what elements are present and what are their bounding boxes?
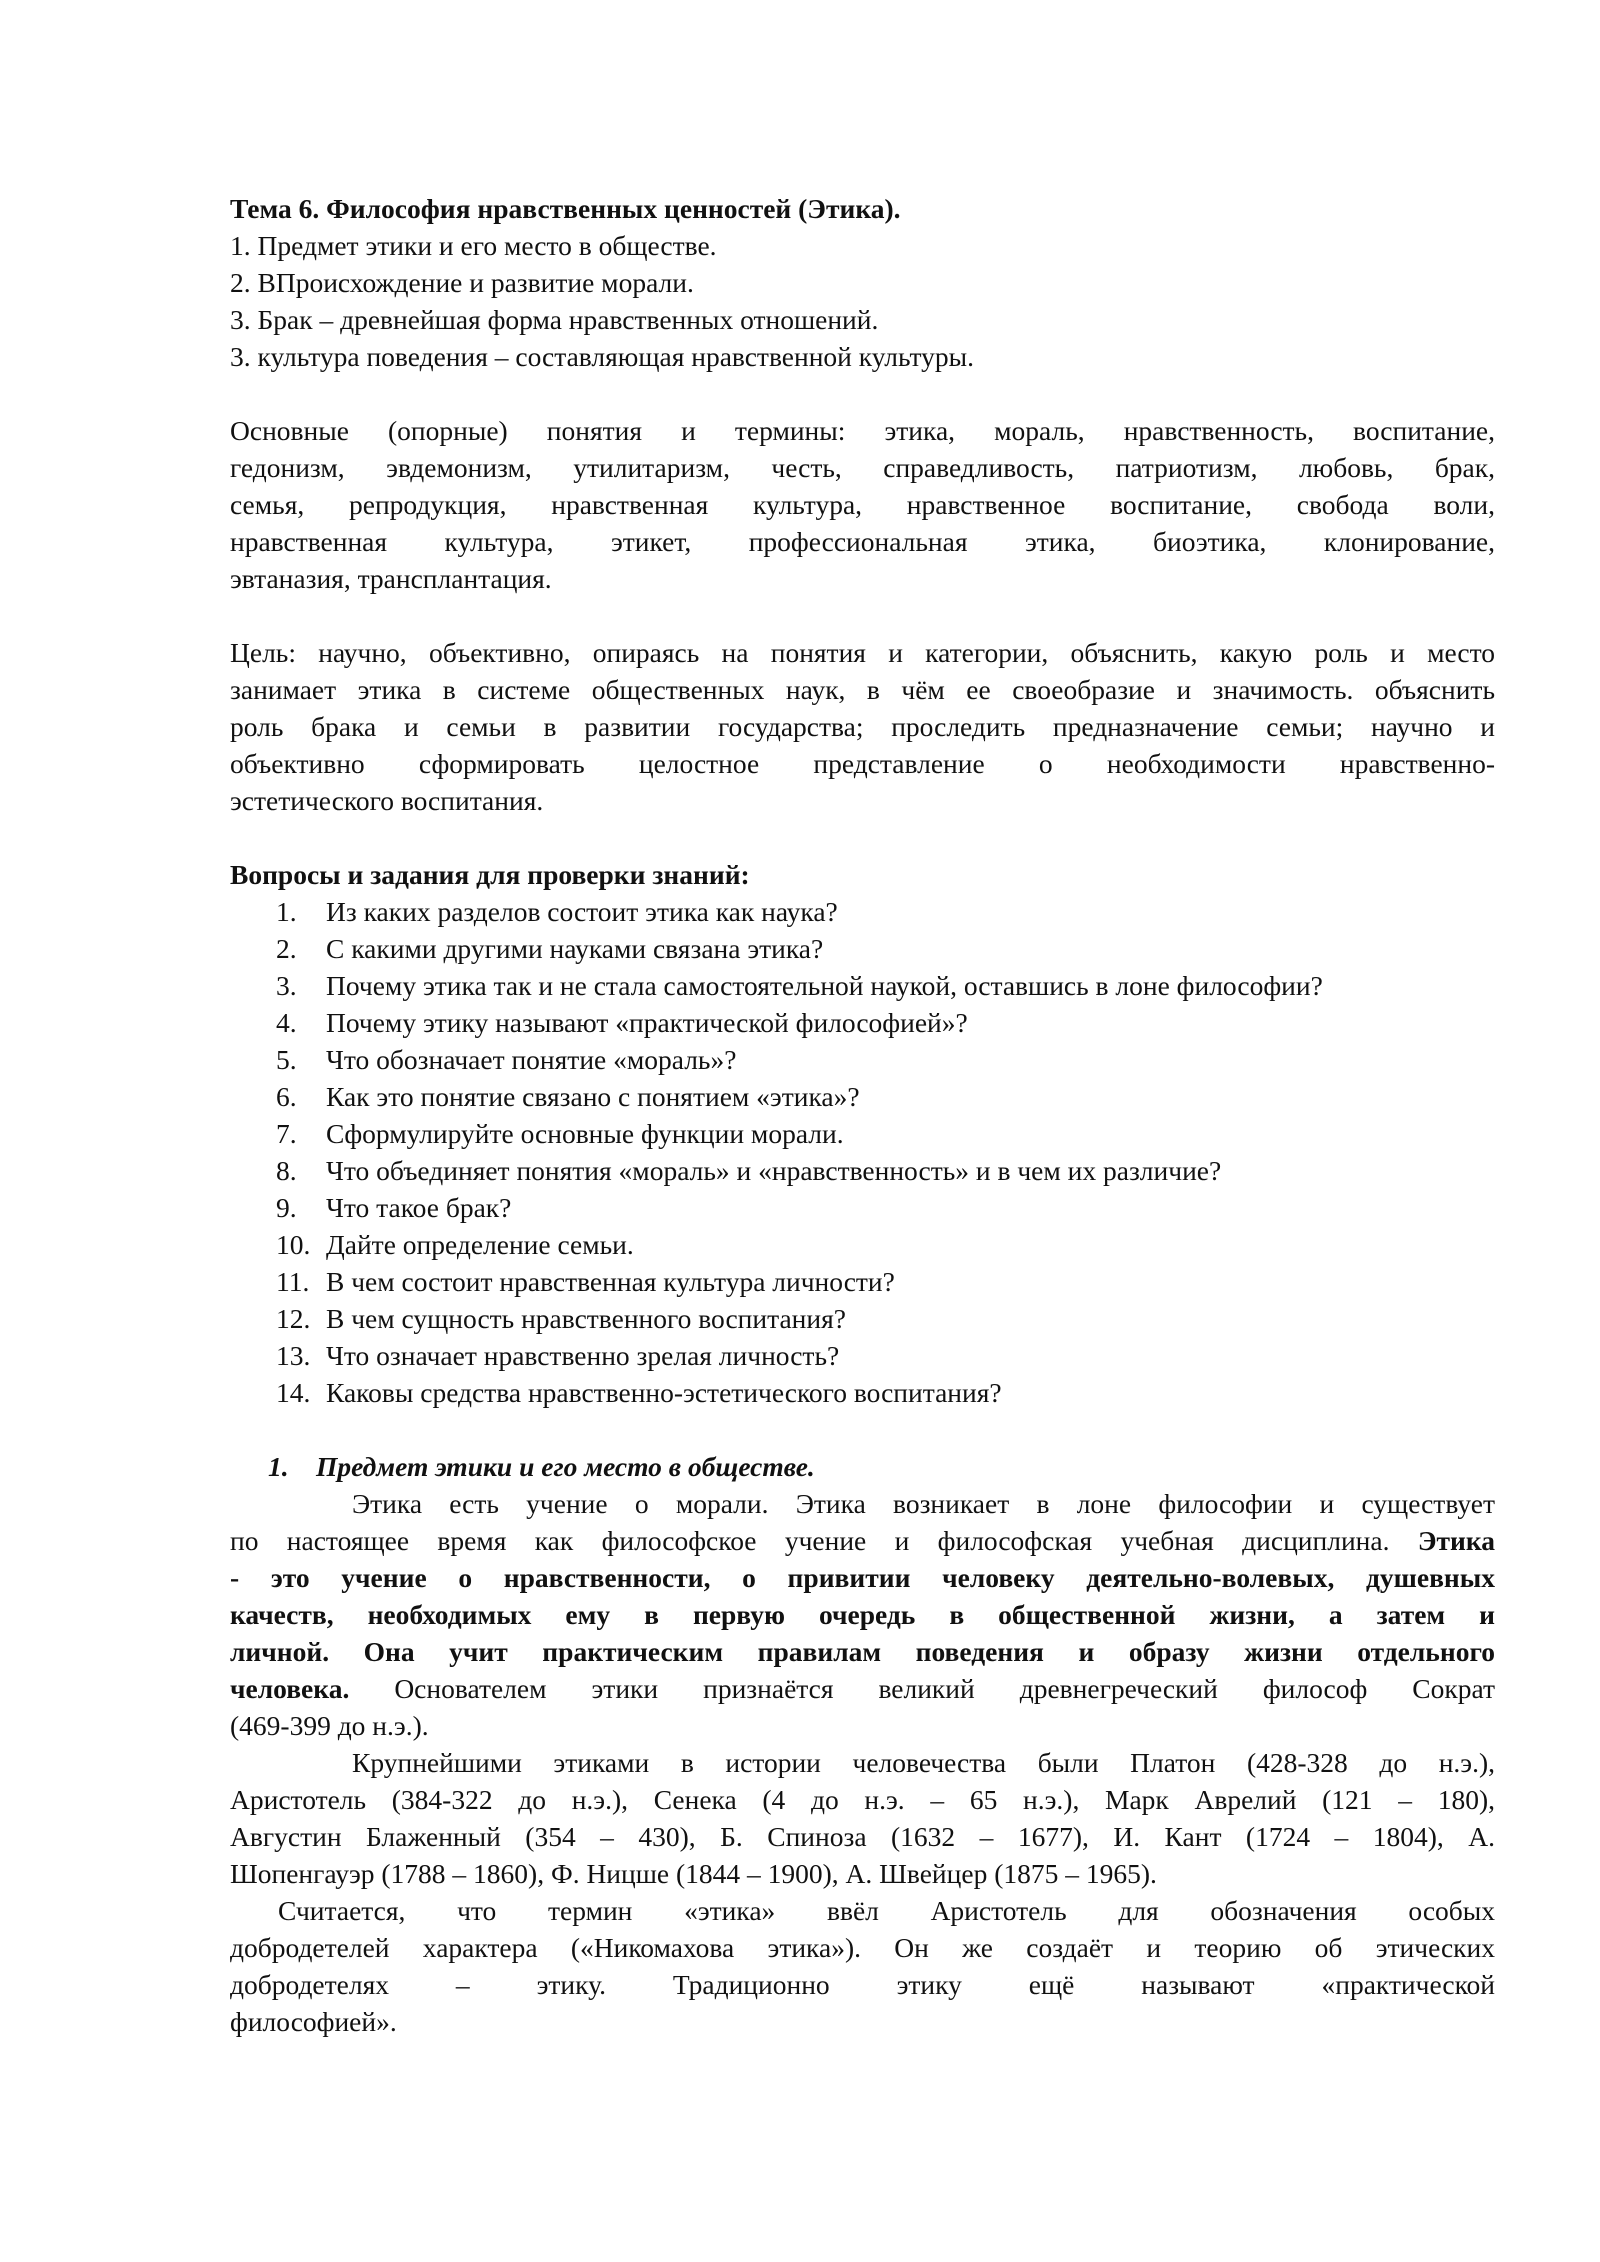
paragraph-bold-line: - это учение о нравственности, о привитии человеку деятельно-волевых, душевных bbox=[230, 1562, 1495, 1593]
list-item bbox=[276, 1115, 1495, 1152]
goal-line-1: Цель: научно, объективно, опираясь на понятия и категории, объяснить, какую роль и место bbox=[230, 637, 1495, 668]
paragraph-bold-line: качеств, необходимых ему в первую очередь в общественной жизни, а затем и bbox=[230, 1599, 1495, 1630]
paragraph-line: Августин Блаженный (354 – 430), Б. Спиноза (1632 – 1677), И. Кант (1724 – 1804), А. bbox=[230, 1821, 1495, 1852]
list-item-number: 4. bbox=[276, 1007, 297, 1038]
list-item-number: 12. bbox=[276, 1303, 311, 1334]
section-paragraph-3 bbox=[230, 1892, 1495, 2040]
list-item bbox=[276, 1004, 1495, 1041]
goal-line-2: занимает этика в системе общественных наук, в чём ее своеобразие и значимость. объяснить bbox=[230, 674, 1495, 705]
list-item bbox=[276, 1300, 1495, 1337]
paragraph-text: по настоящее время как философское учение и философская учебная дисциплина. bbox=[230, 1525, 1418, 1556]
paragraph-line: Считается, что термин «этика» ввёл Аристотель для обозначения особых bbox=[278, 1895, 1495, 1926]
questions-heading: Вопросы и задания для проверки знаний: bbox=[230, 859, 750, 890]
list-item-text: Что обозначает понятие «мораль»? bbox=[326, 1044, 737, 1075]
paragraph-line: добродетелей характера («Никомахова этика»). Он же создаёт и теорию об этических bbox=[230, 1932, 1495, 1963]
plan-item-1: 1. Предмет этики и его место в обществе. bbox=[230, 230, 717, 261]
paragraph-line bbox=[230, 1670, 1495, 1707]
list-item bbox=[276, 930, 1495, 967]
list-item-text: В чем сущность нравственного воспитания? bbox=[326, 1303, 846, 1334]
concepts-line-1: Основные (опорные) понятия и термины: этика, мораль, нравственность, воспитание, bbox=[230, 415, 1495, 446]
concepts-paragraph bbox=[230, 412, 1495, 597]
spacer bbox=[230, 1411, 1495, 1448]
list-item-number: 3. bbox=[276, 970, 297, 1001]
list-item-number: 6. bbox=[276, 1081, 297, 1112]
list-item-text: Что означает нравственно зрелая личность? bbox=[326, 1340, 840, 1371]
paragraph-line: Аристотель (384-322 до н.э.), Сенека (4 до н.э. – 65 н.э.), Марк Аврелий (121 – 180), bbox=[230, 1784, 1495, 1815]
list-item bbox=[276, 1152, 1495, 1189]
list-item bbox=[276, 1041, 1495, 1078]
list-item bbox=[276, 893, 1495, 930]
list-item-text: Почему этика так и не стала самостоятельной наукой, оставшись в лоне философии? bbox=[326, 970, 1323, 1001]
goal-line-3: роль брака и семьи в развитии государства; проследить предназначение семьи; научно и bbox=[230, 711, 1495, 742]
list-item-number: 9. bbox=[276, 1192, 297, 1223]
list-item-text: Дайте определение семьи. bbox=[326, 1229, 634, 1260]
plan-item-4: 3. культура поведения – составляющая нравственной культуры. bbox=[230, 341, 974, 372]
list-item-number: 8. bbox=[276, 1155, 297, 1186]
list-item-text: Что такое брак? bbox=[326, 1192, 512, 1223]
paragraph-text: Основателем этики признаётся великий древнегреческий философ Сократ bbox=[349, 1673, 1495, 1704]
concepts-line-5: эвтаназия, трансплантация. bbox=[230, 563, 552, 594]
paragraph-line: Крупнейшими этиками в истории человечества были Платон (428-328 до н.э.), bbox=[352, 1747, 1495, 1778]
list-item-number: 1. bbox=[276, 896, 297, 927]
list-item-text: Каковы средства нравственно-эстетического воспитания? bbox=[326, 1377, 1002, 1408]
list-item-text: Почему этику называют «практической философией»? bbox=[326, 1007, 968, 1038]
list-item bbox=[276, 1263, 1495, 1300]
list-item-number: 13. bbox=[276, 1340, 311, 1371]
paragraph-line: философией». bbox=[230, 2006, 397, 2037]
questions-list bbox=[230, 893, 1495, 1411]
list-item bbox=[276, 1078, 1495, 1115]
spacer bbox=[230, 819, 1495, 856]
goal-line-5: эстетического воспитания. bbox=[230, 785, 544, 816]
paragraph-bold-line: личной. Она учит практическим правилам поведения и образу жизни отдельного bbox=[230, 1636, 1495, 1667]
paragraph-line: добродетелях – этику. Традиционно этику ещё называют «практической bbox=[230, 1969, 1495, 2000]
list-item-number: 11. bbox=[276, 1266, 310, 1297]
list-item-text: Из каких разделов состоит этика как наука? bbox=[326, 896, 838, 927]
paragraph-line: Этика есть учение о морали. Этика возникает в лоне философии и существует bbox=[352, 1488, 1495, 1519]
concepts-line-3: семья, репродукция, нравственная культура, нравственное воспитание, свобода воли, bbox=[230, 489, 1495, 520]
list-item bbox=[276, 1337, 1495, 1374]
plan-item-3: 3. Брак – древнейшая форма нравственных отношений. bbox=[230, 304, 879, 335]
list-item-number: 5. bbox=[276, 1044, 297, 1075]
list-item-number: 14. bbox=[276, 1377, 311, 1408]
page-title: Тема 6. Философия нравственных ценностей (Этика). bbox=[230, 193, 901, 224]
list-item-number: 2. bbox=[276, 933, 297, 964]
list-item-number: 10. bbox=[276, 1229, 311, 1260]
spacer bbox=[230, 375, 1495, 412]
section-title: Предмет этики и его место в обществе. bbox=[316, 1451, 815, 1482]
list-item-text: С какими другими науками связана этика? bbox=[326, 933, 824, 964]
paragraph-bold-text: Этика bbox=[1417, 1525, 1495, 1556]
list-item-text: Что объединяет понятия «мораль» и «нравственность» и в чем их различие? bbox=[326, 1155, 1222, 1186]
goal-line-4: объективно сформировать целостное представление о необходимости нравственно- bbox=[230, 748, 1495, 779]
section-paragraph-1 bbox=[230, 1485, 1495, 1744]
list-item bbox=[276, 1189, 1495, 1226]
list-item-text: Сформулируйте основные функции морали. bbox=[326, 1118, 844, 1149]
paragraph-bold-text: человека. bbox=[230, 1673, 350, 1704]
paragraph-line: Шопенгауэр (1788 – 1860), Ф. Ницше (1844 – 1900), А. Швейцер (1875 – 1965). bbox=[230, 1858, 1157, 1889]
document-page bbox=[230, 190, 1495, 2040]
list-item bbox=[276, 967, 1495, 1004]
list-item-number: 7. bbox=[276, 1118, 297, 1149]
concepts-line-4: нравственная культура, этикет, профессиональная этика, биоэтика, клонирование, bbox=[230, 526, 1495, 557]
paragraph-line: (469-399 до н.э.). bbox=[230, 1710, 429, 1741]
list-item bbox=[276, 1226, 1495, 1263]
list-item-text: В чем состоит нравственная культура личности? bbox=[326, 1266, 895, 1297]
list-item-text: Как это понятие связано с понятием «этика»? bbox=[326, 1081, 860, 1112]
plan-item-2: 2. ВПроисхождение и развитие морали. bbox=[230, 267, 694, 298]
spacer bbox=[230, 597, 1495, 634]
paragraph-line bbox=[230, 1522, 1495, 1559]
section-number: 1. bbox=[268, 1451, 289, 1482]
concepts-line-2: гедонизм, эвдемонизм, утилитаризм, честь, справедливость, патриотизм, любовь, брак, bbox=[230, 452, 1495, 483]
section-paragraph-2 bbox=[230, 1744, 1495, 1892]
section-heading bbox=[230, 1448, 1495, 1485]
goal-paragraph bbox=[230, 634, 1495, 819]
list-item bbox=[276, 1374, 1495, 1411]
